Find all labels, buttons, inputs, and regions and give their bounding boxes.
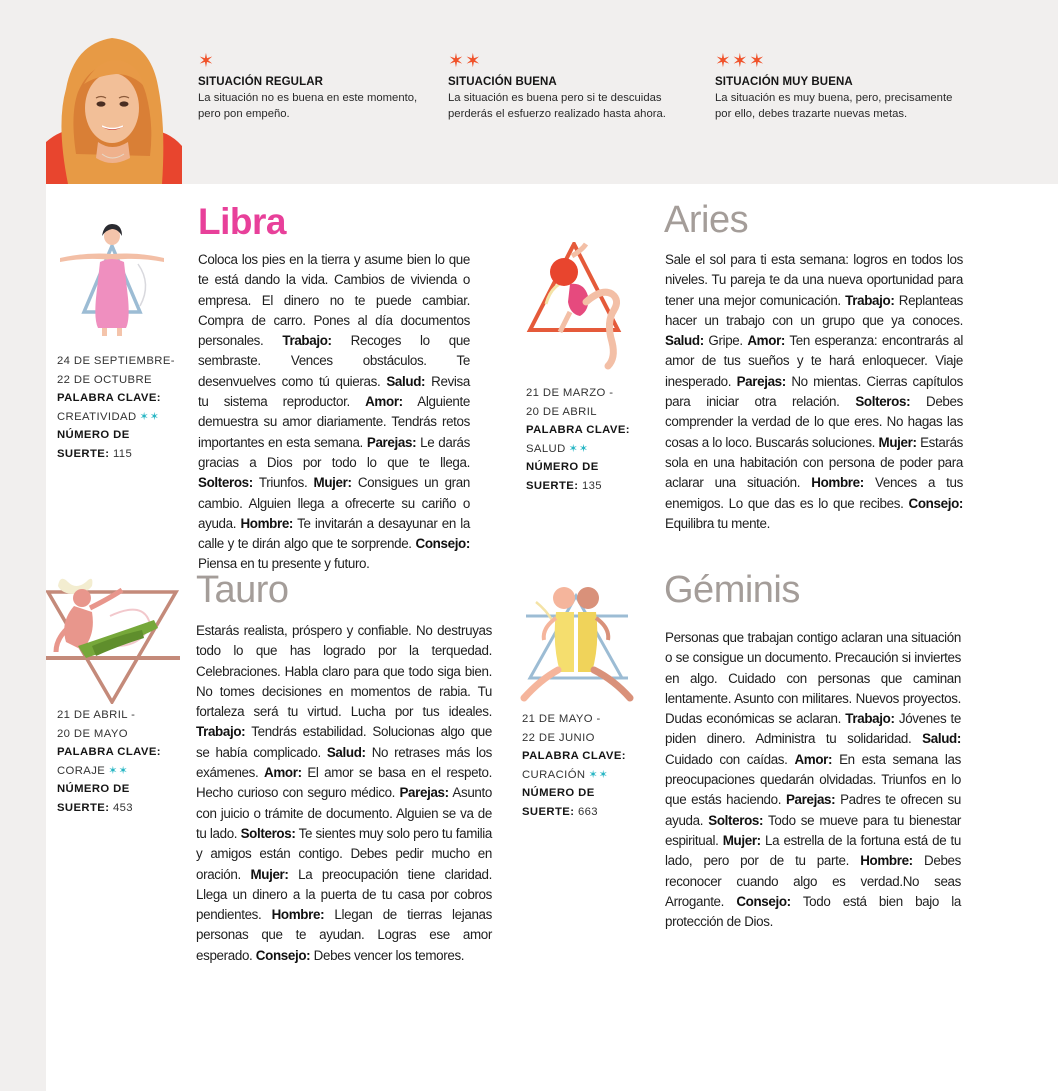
libra-meta bbox=[57, 352, 197, 463]
keyword-stars-icon: ✶✶ bbox=[108, 764, 129, 777]
aries-meta bbox=[526, 384, 666, 495]
keyword-value: CURACIÓN bbox=[522, 768, 586, 781]
lucky-number-label-1: NÚMERO DE bbox=[57, 429, 130, 441]
legend-description: La situación es buena pero si te descuidas perderás el esfuerzo realizado hasta ahora. bbox=[448, 92, 666, 120]
keyword-label: PALABRA CLAVE: bbox=[57, 746, 161, 758]
keyword-label: PALABRA CLAVE: bbox=[522, 750, 626, 762]
legend-regular bbox=[198, 52, 448, 122]
horoscope-page bbox=[46, 184, 1058, 1091]
sign-title: Libra bbox=[198, 201, 286, 242]
lucky-number-label-2: SUERTE: bbox=[526, 479, 579, 492]
lucky-number-label-1: NÚMERO DE bbox=[57, 783, 130, 795]
star-rating-icon: ✶✶ bbox=[448, 51, 482, 72]
tauro-meta-block bbox=[57, 706, 197, 817]
date-range-start: 21 DE ABRIL - bbox=[57, 709, 136, 721]
date-range-end: 22 DE JUNIO bbox=[522, 731, 595, 744]
geminis-illustration-icon bbox=[516, 584, 644, 706]
date-range-start: 24 DE SEPTIEMBRE- bbox=[57, 355, 175, 367]
lucky-number-label-1: NÚMERO DE bbox=[522, 787, 595, 799]
date-range-end: 20 DE ABRIL bbox=[526, 405, 597, 418]
keyword-label: PALABRA CLAVE: bbox=[526, 424, 630, 436]
lucky-number-label-2: SUERTE: bbox=[522, 805, 575, 818]
date-range-end: 22 DE OCTUBRE bbox=[57, 373, 152, 386]
tauro-forecast: Estarás realista, próspero y confiable. No destruyas todo lo que has logrado por la terquedad. Celebraciones. Habla claro para que todo siga bien. No tomes decisiones en momentos de rabia. Tu fortaleza será tu virtud. Lucha por tus ideales. Trabajo: Tendrás estabilidad. Solucionas algo que se había complicado. Salud: No retrases más los exámenes. Amor: El amor se basa en el respeto. Hecho curioso con seguro médico. Parejas: Asunto con juicio o trámite de documento. Alguien se va de tu lado. Solteros: Te sientes muy solo pero tu familia y amigos están contigo. Debes pedir mucho en oración. Mujer: La preocupación tiene claridad. Llega un dinero a la puerta de tu casa por cobros pendientes. Hombre: Llegan de tierras lejanas personas que te ayudan. Logras ese amor esperado. Consejo: Debes vencer los temores. bbox=[196, 623, 493, 963]
legend-buena bbox=[448, 52, 698, 122]
lucky-number-value: 115 bbox=[112, 447, 133, 460]
keyword-label: PALABRA CLAVE: bbox=[57, 392, 161, 404]
star-rating-icon: ✶✶✶ bbox=[715, 51, 766, 72]
libra-illustration-icon bbox=[56, 224, 174, 336]
keyword-value: CORAJE bbox=[57, 764, 106, 777]
legend-title: SITUACIÓN REGULAR bbox=[198, 76, 324, 88]
date-range-start: 21 DE MARZO - bbox=[526, 387, 614, 399]
aries-illustration-icon bbox=[524, 242, 636, 374]
legend-title: SITUACIÓN MUY BUENA bbox=[715, 76, 853, 88]
legend-description: La situación es muy buena, pero, precisamente por ello, debes trazarte nuevas metas. bbox=[715, 92, 953, 120]
legend-title: SITUACIÓN BUENA bbox=[448, 76, 557, 88]
legend-header bbox=[0, 0, 1058, 184]
aries-forecast: Sale el sol para ti esta semana: logros en todos los niveles. Tu pareja te da una nueva oportunidad para tener una mejor comunicación. Trabajo: Replanteas hacer un trabajo con un grupo que ya conoces. Salud: Gripe. Amor: Ten esperanza: encontrarás al amor de tus sueños y te hará enloquecer. Viaje inesperado. Parejas: No mientas. Cierras capítulos para iniciar otra relación. Solteros: Debes comprender la verdad de lo que eres. No hagas las cosas a lo loco. Buscarás soluciones. Mujer: Estarás sola en una habitación con persona de poder para aclarar una situación. Hombre: Vences a tus enemigos. Lo que das es lo que recibes. Consejo: Equilibra tu mente. bbox=[665, 252, 964, 531]
lucky-number-value: 135 bbox=[581, 479, 602, 492]
keyword-stars-icon: ✶✶ bbox=[568, 442, 590, 455]
lucky-number-label-2: SUERTE: bbox=[57, 447, 110, 460]
lucky-number-value: 663 bbox=[577, 805, 598, 818]
date-range-start: 21 DE MAYO - bbox=[522, 713, 601, 725]
legend-description: La situación no es buena en este momento, pero pon empeño. bbox=[198, 92, 418, 120]
star-rating-icon: ✶ bbox=[198, 51, 215, 72]
astrologer-portrait bbox=[46, 34, 182, 184]
keyword-stars-icon: ✶✶ bbox=[588, 768, 609, 781]
sign-title: Aries bbox=[664, 199, 749, 241]
geminis-forecast: Personas que trabajan contigo aclaran una situación o se consigue un documento. Precaución si inviertes en algo. Cuidado con personas que caminan lentamente. Asunto con militares. Nuevos proyectos. Dudas económicas se aclaran. Trabajo: Jóvenes te piden dinero. Administra tu solidaridad. Salud: Cuidado con caídas. Amor: En esta semana las preocupaciones quedarán olvidadas. Triunfos en lo que estás haciendo. Parejas: Padres te ofrecen su ayuda. Solteros: Todo se mueve para tu bienestar espiritual. Mujer: La estrella de la fortuna está de tu lado, pero por de tu parte. Hombre: Debes reconocer cuando algo es verdad.No seas Arrogante. Consejo: Todo está bien bajo la protección de Dios. bbox=[665, 630, 962, 930]
lucky-number-label-1: NÚMERO DE bbox=[526, 461, 599, 473]
legend-muy-buena bbox=[715, 52, 965, 122]
keyword-value: SALUD bbox=[526, 442, 566, 455]
sign-title: Géminis bbox=[664, 569, 800, 611]
lucky-number-label-2: SUERTE: bbox=[57, 801, 110, 814]
keyword-stars-icon: ✶✶ bbox=[139, 410, 160, 423]
date-range-end: 20 DE MAYO bbox=[57, 727, 128, 740]
geminis-meta bbox=[522, 710, 662, 821]
sign-title: Tauro bbox=[196, 569, 289, 611]
astrologer-photo-icon bbox=[46, 34, 182, 184]
tauro-illustration-icon bbox=[46, 576, 180, 704]
keyword-value: CREATIVIDAD bbox=[57, 410, 137, 423]
lucky-number-value: 453 bbox=[112, 801, 133, 814]
libra-forecast: Coloca los pies en la tierra y asume bien lo que te está dando la vida. Cambios de vivienda o empresa. El dinero no te puede cambiar. Compra de carro. Pones al día documentos personales. Trabajo: Recoges lo que sembraste. Vences obstáculos. Te desenvuelves como tú quieras. Salud: Revisa tu sistema reproductor. Amor: Alguiente demuestra su amor diariamente. Tendrás retos importantes en esta semana. Parejas: Le darás gracias a Dios por todo lo que te llega. Solteros: Triunfos. Mujer: Consigues un gran cambio. Alguien llega a ofrecerte su cariño o ayuda. Hombre: Te invitarán a desayunar en la calle y te dirán algo que te sorprende. Consejo: Piensa en tu presente y futuro. bbox=[198, 252, 471, 572]
